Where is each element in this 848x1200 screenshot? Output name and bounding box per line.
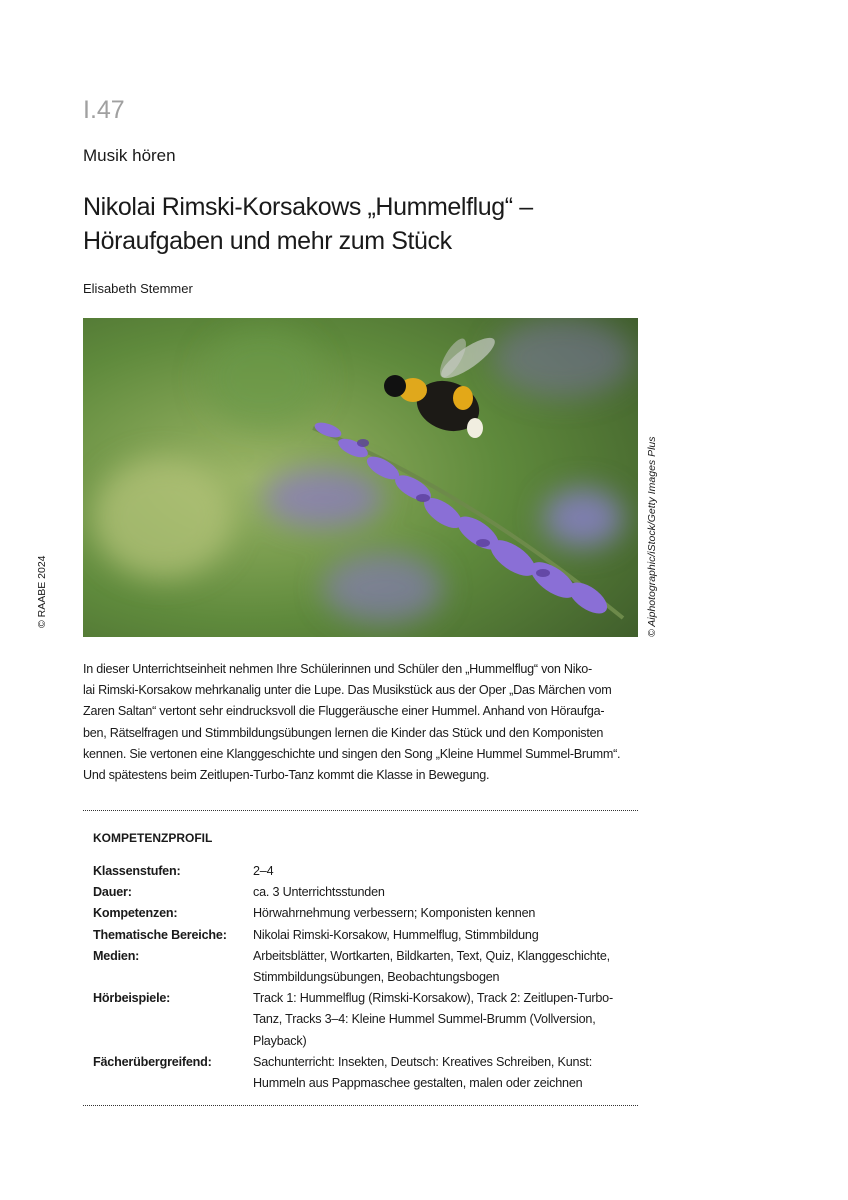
row-label: Kompetenzen: <box>93 906 178 921</box>
profile-row <box>93 1052 638 1094</box>
intro-line: lai Rimski-Korsakow mehrkanalig unter die Lupe. Das Musikstück aus der Oper „Das Märchen vom <box>83 683 612 698</box>
row-label: Medien: <box>93 948 140 963</box>
competence-profile-table <box>93 861 638 1094</box>
intro-line: In dieser Unterrichtseinheit nehmen Ihre Schülerinnen und Schüler den „Hummelflug“ von Niko- <box>83 662 593 676</box>
profile-row <box>93 903 638 924</box>
profile-title: KOMPETENZPROFIL <box>93 831 213 845</box>
row-value: Hörwahrnehmung verbessern; Komponisten kennen <box>253 906 536 921</box>
row-label: Dauer: <box>93 885 132 900</box>
dotted-divider <box>83 810 638 811</box>
row-value: Nikolai Rimski-Korsakow, Hummelflug, Stimmbildung <box>253 927 539 942</box>
row-value: Track 1: Hummelflug (Rimski-Korsakow), Track 2: Zeitlupen-Turbo-Tanz, Tracks 3–4: Kleine Hummel Summel-Brumm (Vollversion, Playback) <box>253 991 613 1048</box>
row-label: Klassenstufen: <box>93 864 181 878</box>
profile-row <box>93 946 638 988</box>
image-credit: © Aiphotographic/iStock/Getty Images Plus <box>646 436 658 637</box>
row-value: Sachunterricht: Insekten, Deutsch: Kreatives Schreiben, Kunst: Hummeln aus Pappmaschee gestalten, malen oder zeichnen <box>253 1054 593 1091</box>
section-label: Musik hören <box>83 146 176 165</box>
intro-line: ben, Rätselfragen und Stimmbildungsübungen lernen die Kinder das Stück und den Komponisten <box>83 725 604 740</box>
page-title <box>83 190 533 258</box>
author: Elisabeth Stemmer <box>83 281 193 296</box>
profile-row <box>93 861 638 882</box>
row-label: Thematische Bereiche: <box>93 927 227 942</box>
bumblebee-lavender-photo <box>83 318 638 637</box>
row-value: ca. 3 Unterrichtsstunden <box>253 885 385 900</box>
intro-line: Zaren Saltan“ vertont sehr eindrucksvoll die Fluggeräusche einer Hummel. Anhand von Höraufga- <box>83 704 605 719</box>
title-line: Höraufgaben und mehr zum Stück <box>83 227 452 255</box>
intro-line: kennen. Sie vertonen eine Klanggeschichte und singen den Song „Kleine Hummel Summel-Brumm“. <box>83 746 621 761</box>
profile-row <box>93 925 638 946</box>
profile-row <box>93 988 638 1052</box>
row-label: Fächerübergreifend: <box>93 1054 212 1069</box>
row-value: Arbeitsblätter, Wortkarten, Bildkarten, Text, Quiz, Klanggeschichte, Stimmbildungsübungen, Beobachtungsbogen <box>253 948 610 985</box>
row-value: 2–4 <box>253 864 274 878</box>
dotted-divider <box>83 1105 638 1106</box>
unit-code: I.47 <box>83 96 125 124</box>
profile-row <box>93 882 638 903</box>
side-copyright: © RAABE 2024 <box>36 555 48 628</box>
row-label: Hörbeispiele: <box>93 991 171 1006</box>
title-line: Nikolai Rimski-Korsakows „Hummelflug“ – <box>83 193 533 221</box>
intro-line: Und spätestens beim Zeitlupen-Turbo-Tanz kommt die Klasse in Bewegung. <box>83 768 490 783</box>
intro-paragraph <box>83 659 643 786</box>
